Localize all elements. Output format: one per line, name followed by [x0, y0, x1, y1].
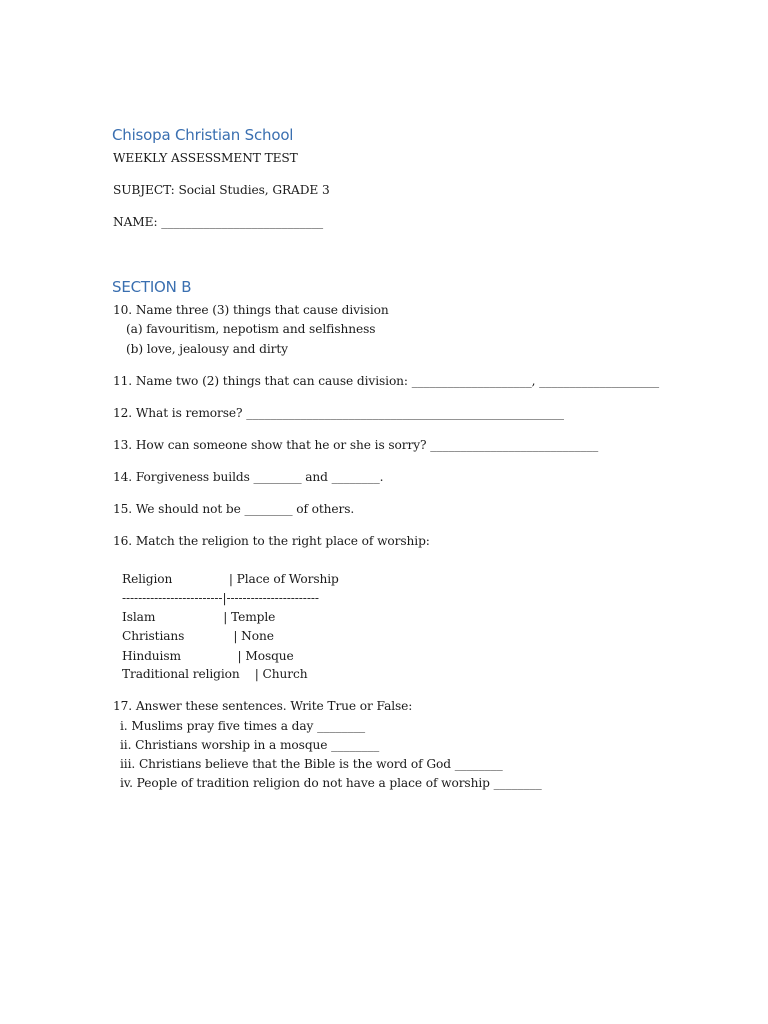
question-12: 12. What is remorse? _____________________________________________________	[113, 406, 564, 420]
question-11: 11. Name two (2) things that can cause division: ____________________, ____________________	[113, 374, 660, 388]
question-13: 13. How can someone show that he or she is sorry? ____________________________	[113, 438, 599, 452]
true-false-item: i. Muslims pray five times a day ________	[120, 719, 366, 733]
match-table-row: Christians | None	[122, 629, 274, 643]
true-false-item: ii. Christians worship in a mosque ________	[120, 738, 380, 752]
subject-line: SUBJECT: Social Studies, GRADE 3	[113, 183, 330, 197]
question-17: 17. Answer these sentences. Write True or False:	[113, 699, 413, 713]
match-table-header: Religion | Place of Worship	[122, 572, 339, 586]
match-table-row: Hinduism | Mosque	[122, 649, 294, 663]
question-10-answer-a: (a) favouritism, nepotism and selfishness	[126, 322, 376, 336]
match-table-divider: -------------------------|-----------------------	[122, 591, 319, 605]
question-10: 10. Name three (3) things that cause division	[113, 303, 389, 317]
question-14: 14. Forgiveness builds ________ and ________.	[113, 470, 384, 484]
name-line: NAME: ___________________________	[113, 215, 324, 229]
true-false-item: iv. People of tradition religion do not have a place of worship ________	[120, 776, 542, 790]
question-10-answer-b: (b) love, jealousy and dirty	[126, 342, 288, 356]
match-table-row: Traditional religion | Church	[122, 667, 308, 681]
true-false-item: iii. Christians believe that the Bible is the word of God ________	[120, 757, 503, 771]
school-name: Chisopa Christian School	[112, 126, 294, 144]
test-title: WEEKLY ASSESSMENT TEST	[113, 151, 298, 165]
section-title: SECTION B	[112, 278, 192, 296]
match-table-row: Islam | Temple	[122, 610, 276, 624]
question-15: 15. We should not be ________ of others.	[113, 502, 355, 516]
question-16: 16. Match the religion to the right place of worship:	[113, 534, 430, 548]
